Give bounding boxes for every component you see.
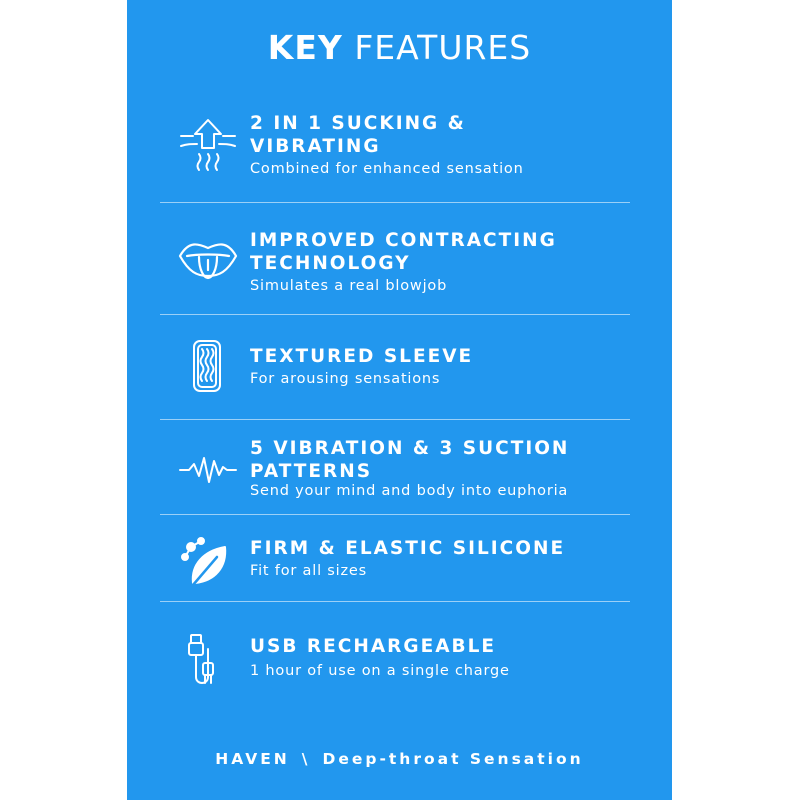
mouth-icon (177, 226, 239, 288)
title-rest: FEATURES (354, 28, 532, 67)
textured-sleeve-icon (177, 337, 239, 399)
feature-description: Simulates a real blowjob (250, 278, 448, 294)
suction-arrow-icon (177, 114, 239, 176)
feature-heading: 2 IN 1 SUCKING & VIBRATING (250, 113, 466, 157)
key-features-panel (127, 0, 672, 800)
divider (160, 419, 630, 420)
footer-brand: HAVEN (215, 750, 290, 768)
feature-heading: TEXTURED SLEEVE (250, 346, 474, 367)
feature-description: 1 hour of use on a single charge (250, 663, 510, 679)
feature-heading: FIRM & ELASTIC SILICONE (250, 538, 566, 559)
feature-description: Fit for all sizes (250, 563, 367, 579)
feature-heading: USB RECHARGEABLE (250, 636, 497, 657)
footer-separator: \ (301, 750, 311, 768)
usb-cable-icon (177, 631, 239, 693)
divider (160, 202, 630, 203)
feature-heading: 5 VIBRATION & 3 SUCTION PATTERNS (250, 438, 570, 482)
footer-tagline (127, 750, 672, 768)
divider (160, 314, 630, 315)
feature-description: Send your mind and body into euphoria (250, 483, 569, 499)
feature-text (250, 437, 650, 501)
page-title (127, 28, 672, 67)
feature-description: Combined for enhanced sensation (250, 161, 524, 177)
feature-text (250, 635, 650, 681)
feature-heading: IMPROVED CONTRACTING TECHNOLOGY (250, 230, 557, 274)
divider (160, 601, 630, 602)
feature-text (250, 112, 650, 179)
leaf-molecule-icon (177, 533, 239, 595)
divider (160, 514, 630, 515)
title-bold: KEY (267, 28, 343, 67)
feature-text (250, 537, 650, 581)
feature-text (250, 229, 650, 296)
feature-text (250, 345, 650, 389)
waveform-icon (177, 439, 239, 501)
feature-description: For arousing sensations (250, 371, 441, 387)
footer-subtitle: Deep-throat Sensation (322, 750, 584, 768)
